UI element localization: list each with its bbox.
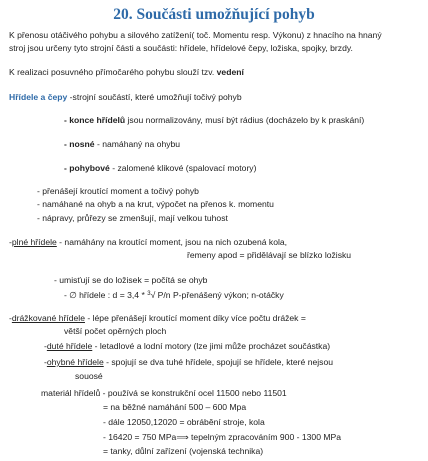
hridele-heading: Hřídele a čepy xyxy=(9,92,68,102)
nosne-label: - nosné xyxy=(64,139,95,149)
dute-text: - letadlové a lodní motory (lze jimi může procházet součástka) xyxy=(92,341,331,351)
drazkovane-text: - lépe přenášejí kroutící moment díky více počtu drážek = xyxy=(84,313,306,323)
umistuji-line: - umisťují se do ložisek = počítá se ohyb xyxy=(54,275,208,285)
intro-line-2: stroj jsou určeny tyto strojní části a součásti: hřídele, hřídelové čepy, ložiska, spojky, brzdy. xyxy=(9,43,353,53)
pohybove-text: - zalomené klikové (spalovací motory) xyxy=(109,163,257,173)
drazkovane-line: -drážkované hřídele - lépe přenášejí kroutící moment díky více počtu drážek = xyxy=(9,313,306,323)
vedeni-term: vedení xyxy=(216,67,244,77)
hridele-text: -strojní součástí, které umožňují točivý pohyb xyxy=(67,92,242,102)
material-line: = tanky, důlní zařízení (vojenská technika) xyxy=(103,446,264,456)
nosne-line xyxy=(64,139,180,150)
dute-line: -duté hřídele - letadlové a lodní motory (lze jimi může procházet součástka) xyxy=(44,341,331,351)
plne-line: -plné hřídele - namáhány na kroutící moment, jsou na nich ozubená kola, xyxy=(9,237,288,247)
page-title: 20. Součásti umožňující pohyb xyxy=(113,6,315,23)
plne-label: plné hřídele xyxy=(11,237,57,247)
material-line: = na běžné namáhání 500 – 600 Mpa xyxy=(103,402,247,412)
drazkovane-cont: větší počet opěrných ploch xyxy=(64,326,167,336)
linear-motion-line xyxy=(9,67,244,78)
pohybove-label: - pohybové xyxy=(64,163,110,173)
formula-prefix: - ∅ hřídele : d = 3,4 * xyxy=(64,290,145,300)
koncove-label: - konce hřídelů xyxy=(64,115,126,125)
formula-rest: √ P/n P-přenášený výkon; n-otáčky xyxy=(150,290,284,300)
dute-label: duté hřídele xyxy=(46,341,93,351)
plne-cont: řemeny apod = přidělávají se blízko ložisku xyxy=(187,250,352,260)
ohybne-line: -ohybné hřídele - spojují se dva tuhé hřídele, spojují se hřídele, které nejsou xyxy=(44,357,334,367)
drazkovane-label: drážkované hřídele xyxy=(11,313,85,323)
koncove-line xyxy=(64,115,364,126)
ohybne-label: ohybné hřídele xyxy=(46,357,104,367)
material-line: - dále 12050,12020 = obrábění stroje, kola xyxy=(103,417,265,427)
material-line: materiál hřídelů - používá se konstrukční ocel 11500 nebo 11501 xyxy=(41,388,287,398)
bullet-item: - přenášejí kroutící moment a točivý pohyb xyxy=(37,186,199,196)
bullet-item: - namáhané na ohyb a na krut, výpočet na přenos k. momentu xyxy=(37,199,274,209)
material-line: - 16420 = 750 MPa⟹ tepelným zpracováním 900 - 1300 MPa xyxy=(103,432,342,442)
ohybne-text: - spojují se dva tuhé hřídele, spojují se hřídele, které nejsou xyxy=(103,357,334,367)
nosne-text: - namáhaný na ohybu xyxy=(94,139,181,149)
pohybove-line xyxy=(64,163,256,174)
ohybne-cont: souosé xyxy=(75,371,103,381)
linear-motion-text: K realizaci posuvného přímočarého pohybu slouží tzv. xyxy=(9,67,217,77)
plne-text: - namáhány na kroutící moment, jsou na nich ozubená kola, xyxy=(56,237,288,247)
formula-sup: 3 xyxy=(147,291,151,297)
formula-line xyxy=(64,289,284,301)
hridele-line xyxy=(9,92,242,103)
intro-line-1: K přenosu otáčivého pohybu a silového zatížení( toč. Momentu resp. Výkonu) z hnacího na hnaný xyxy=(9,30,382,40)
bullet-item: - nápravy, průřezy se zmenšují, mají velkou tuhost xyxy=(37,213,228,223)
koncove-text: jsou normalizovány, musí být rádius (docházelo by k praskání) xyxy=(125,115,365,125)
